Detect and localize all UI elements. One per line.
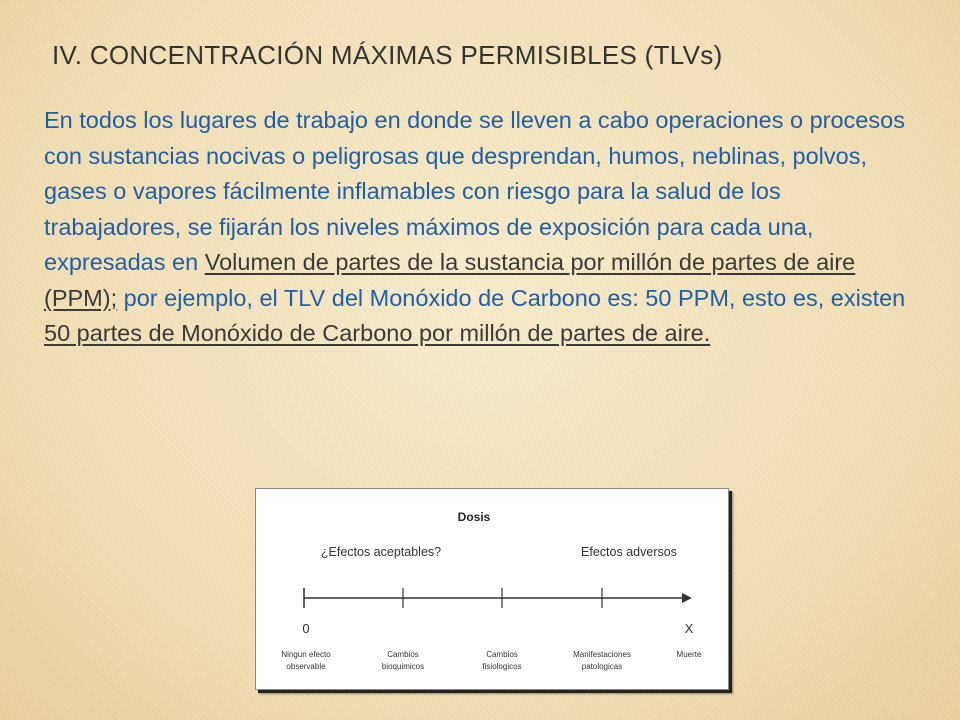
stage-label-physiological-l1: Cambios	[486, 650, 518, 659]
stage-label-no-effect-l1: Ningun efecto	[281, 650, 331, 659]
underlined-co-example: 50 partes de Monóxido de Carbono por millón de partes de aire.	[44, 320, 711, 346]
slide-title: IV. CONCENTRACIÓN MÁXIMAS PERMISIBLES (TLVs)	[52, 40, 723, 70]
body-text-2: por ejemplo, el TLV del Monóxido de Carbono es: 50 PPM, esto es, existen	[117, 284, 906, 311]
body-text-1: En todos los lugares de trabajo en donde se lleven a cabo operaciones o procesos con sustancias nocivas o peligrosas que desprendan, humos, neblinas, polvos, gases o vapores fácilmente inflamables con riesgo para la salud de los trabajadores, se fijarán los niveles máximos de exposición para cada una, expresadas en	[44, 107, 905, 275]
stage-label-biochemical-l2: bioquimicos	[381, 662, 425, 671]
acceptable-effects-label: ¿Efectos aceptables?	[320, 545, 442, 559]
body-paragraph	[44, 103, 912, 352]
stage-label-no-effect-l2: observable	[286, 662, 326, 671]
stage-label-pathological-l2: patologicas	[581, 662, 623, 671]
stage-label-physiological-l2: fisiologicos	[482, 662, 522, 671]
axis-end-label: X	[684, 621, 694, 636]
figure-title: Dosis	[457, 510, 491, 524]
dose-response-figure	[255, 488, 729, 690]
stage-label-death: Muerte	[676, 650, 702, 659]
stage-label-biochemical-l1: Cambios	[387, 650, 419, 659]
dose-axis-arrowhead	[682, 593, 692, 603]
stage-label-pathological-l1: Manifestaciones	[573, 650, 631, 659]
adverse-effects-label: Efectos adversos	[581, 545, 677, 559]
dose-scale-diagram	[256, 489, 728, 689]
axis-start-label: 0	[302, 621, 310, 636]
underlined-ppm-definition: Volumen de partes de la sustancia por millón de partes de aire (PPM);	[44, 249, 856, 311]
